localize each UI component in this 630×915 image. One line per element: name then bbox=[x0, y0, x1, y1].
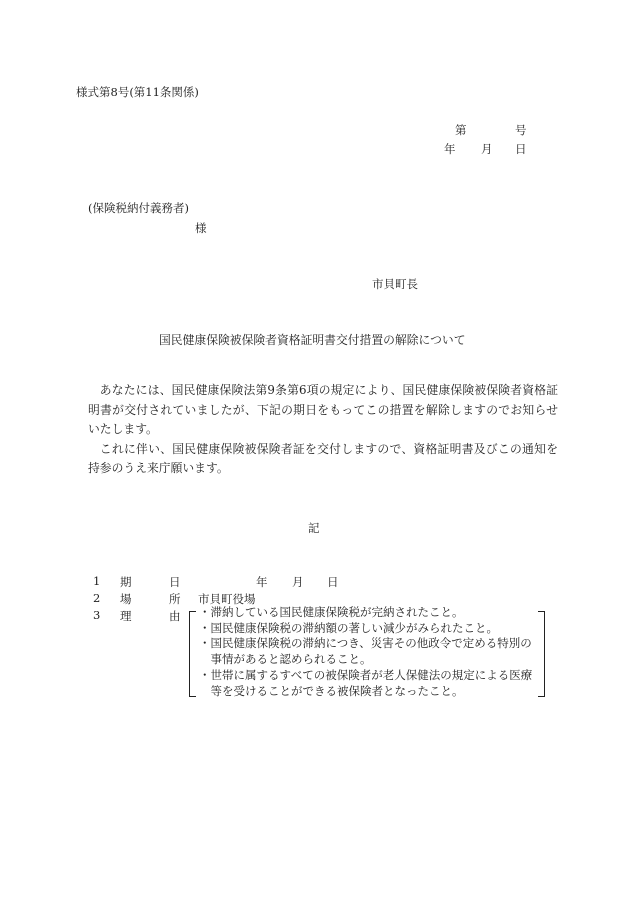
date-year: 年 bbox=[444, 142, 456, 156]
reason-line-4: 事情があると認められること。 bbox=[199, 652, 372, 666]
body-paragraph-1: あなたには、国民健康保険法第9条第6項の規定により、国民健康保険被保険者資格証明書が交付されていましたが、下記の期日をもってこの措置を解除しますのでお知らせいたします。 bbox=[88, 383, 558, 436]
reasons-bracket-left bbox=[189, 611, 196, 697]
item-1-number: 1 bbox=[93, 574, 101, 588]
date-month: 月 bbox=[481, 142, 493, 156]
item-2-number: 2 bbox=[93, 591, 101, 605]
ki-heading: 記 bbox=[308, 521, 320, 535]
date-day: 日 bbox=[515, 142, 527, 156]
reason-line-3: ・国民健康保険税の滞納につき、災害その他政令で定める特別の bbox=[199, 636, 532, 650]
reason-line-6: 等を受けることができる被保険者となったこと。 bbox=[199, 684, 464, 698]
item-2-label-a: 場 bbox=[120, 592, 132, 606]
item-1-label-a: 期 bbox=[120, 575, 132, 589]
body-text bbox=[88, 381, 558, 479]
reasons-bracket-right bbox=[538, 611, 545, 697]
item-2-label-b: 所 bbox=[169, 592, 181, 606]
item-2-value: 市貝町役場 bbox=[198, 592, 256, 606]
form-number: 様式第8号(第11条関係) bbox=[76, 85, 199, 99]
doc-number-prefix: 第 bbox=[455, 123, 467, 137]
item-3-label-b: 由 bbox=[169, 609, 181, 623]
item-3-label-a: 理 bbox=[120, 609, 132, 623]
reason-line-1: ・滞納している国民健康保険税が完納されたこと。 bbox=[199, 605, 464, 619]
sender-name: 市貝町長 bbox=[372, 277, 418, 291]
reason-line-2: ・国民健康保険税の滞納額の著しい減少がみられたこと。 bbox=[199, 621, 498, 635]
item-3-number: 3 bbox=[93, 608, 101, 622]
item-1-year: 年 bbox=[256, 575, 268, 589]
recipient-honorific: 様 bbox=[195, 221, 207, 235]
item-1-month: 月 bbox=[292, 575, 304, 589]
document-title: 国民健康保険被保険者資格証明書交付措置の解除について bbox=[159, 333, 466, 347]
reason-line-5: ・世帯に属するすべての被保険者が老人保健法の規定による医療 bbox=[199, 668, 533, 682]
item-1-label-b: 日 bbox=[169, 575, 181, 589]
recipient-label: (保険税納付義務者) bbox=[88, 201, 189, 215]
doc-number-suffix: 号 bbox=[515, 123, 527, 137]
body-paragraph-2: これに伴い、国民健康保険被保険者証を交付しますので、資格証明書及びこの通知を持参のうえ来庁願います。 bbox=[88, 441, 558, 475]
item-1-day: 日 bbox=[327, 575, 339, 589]
